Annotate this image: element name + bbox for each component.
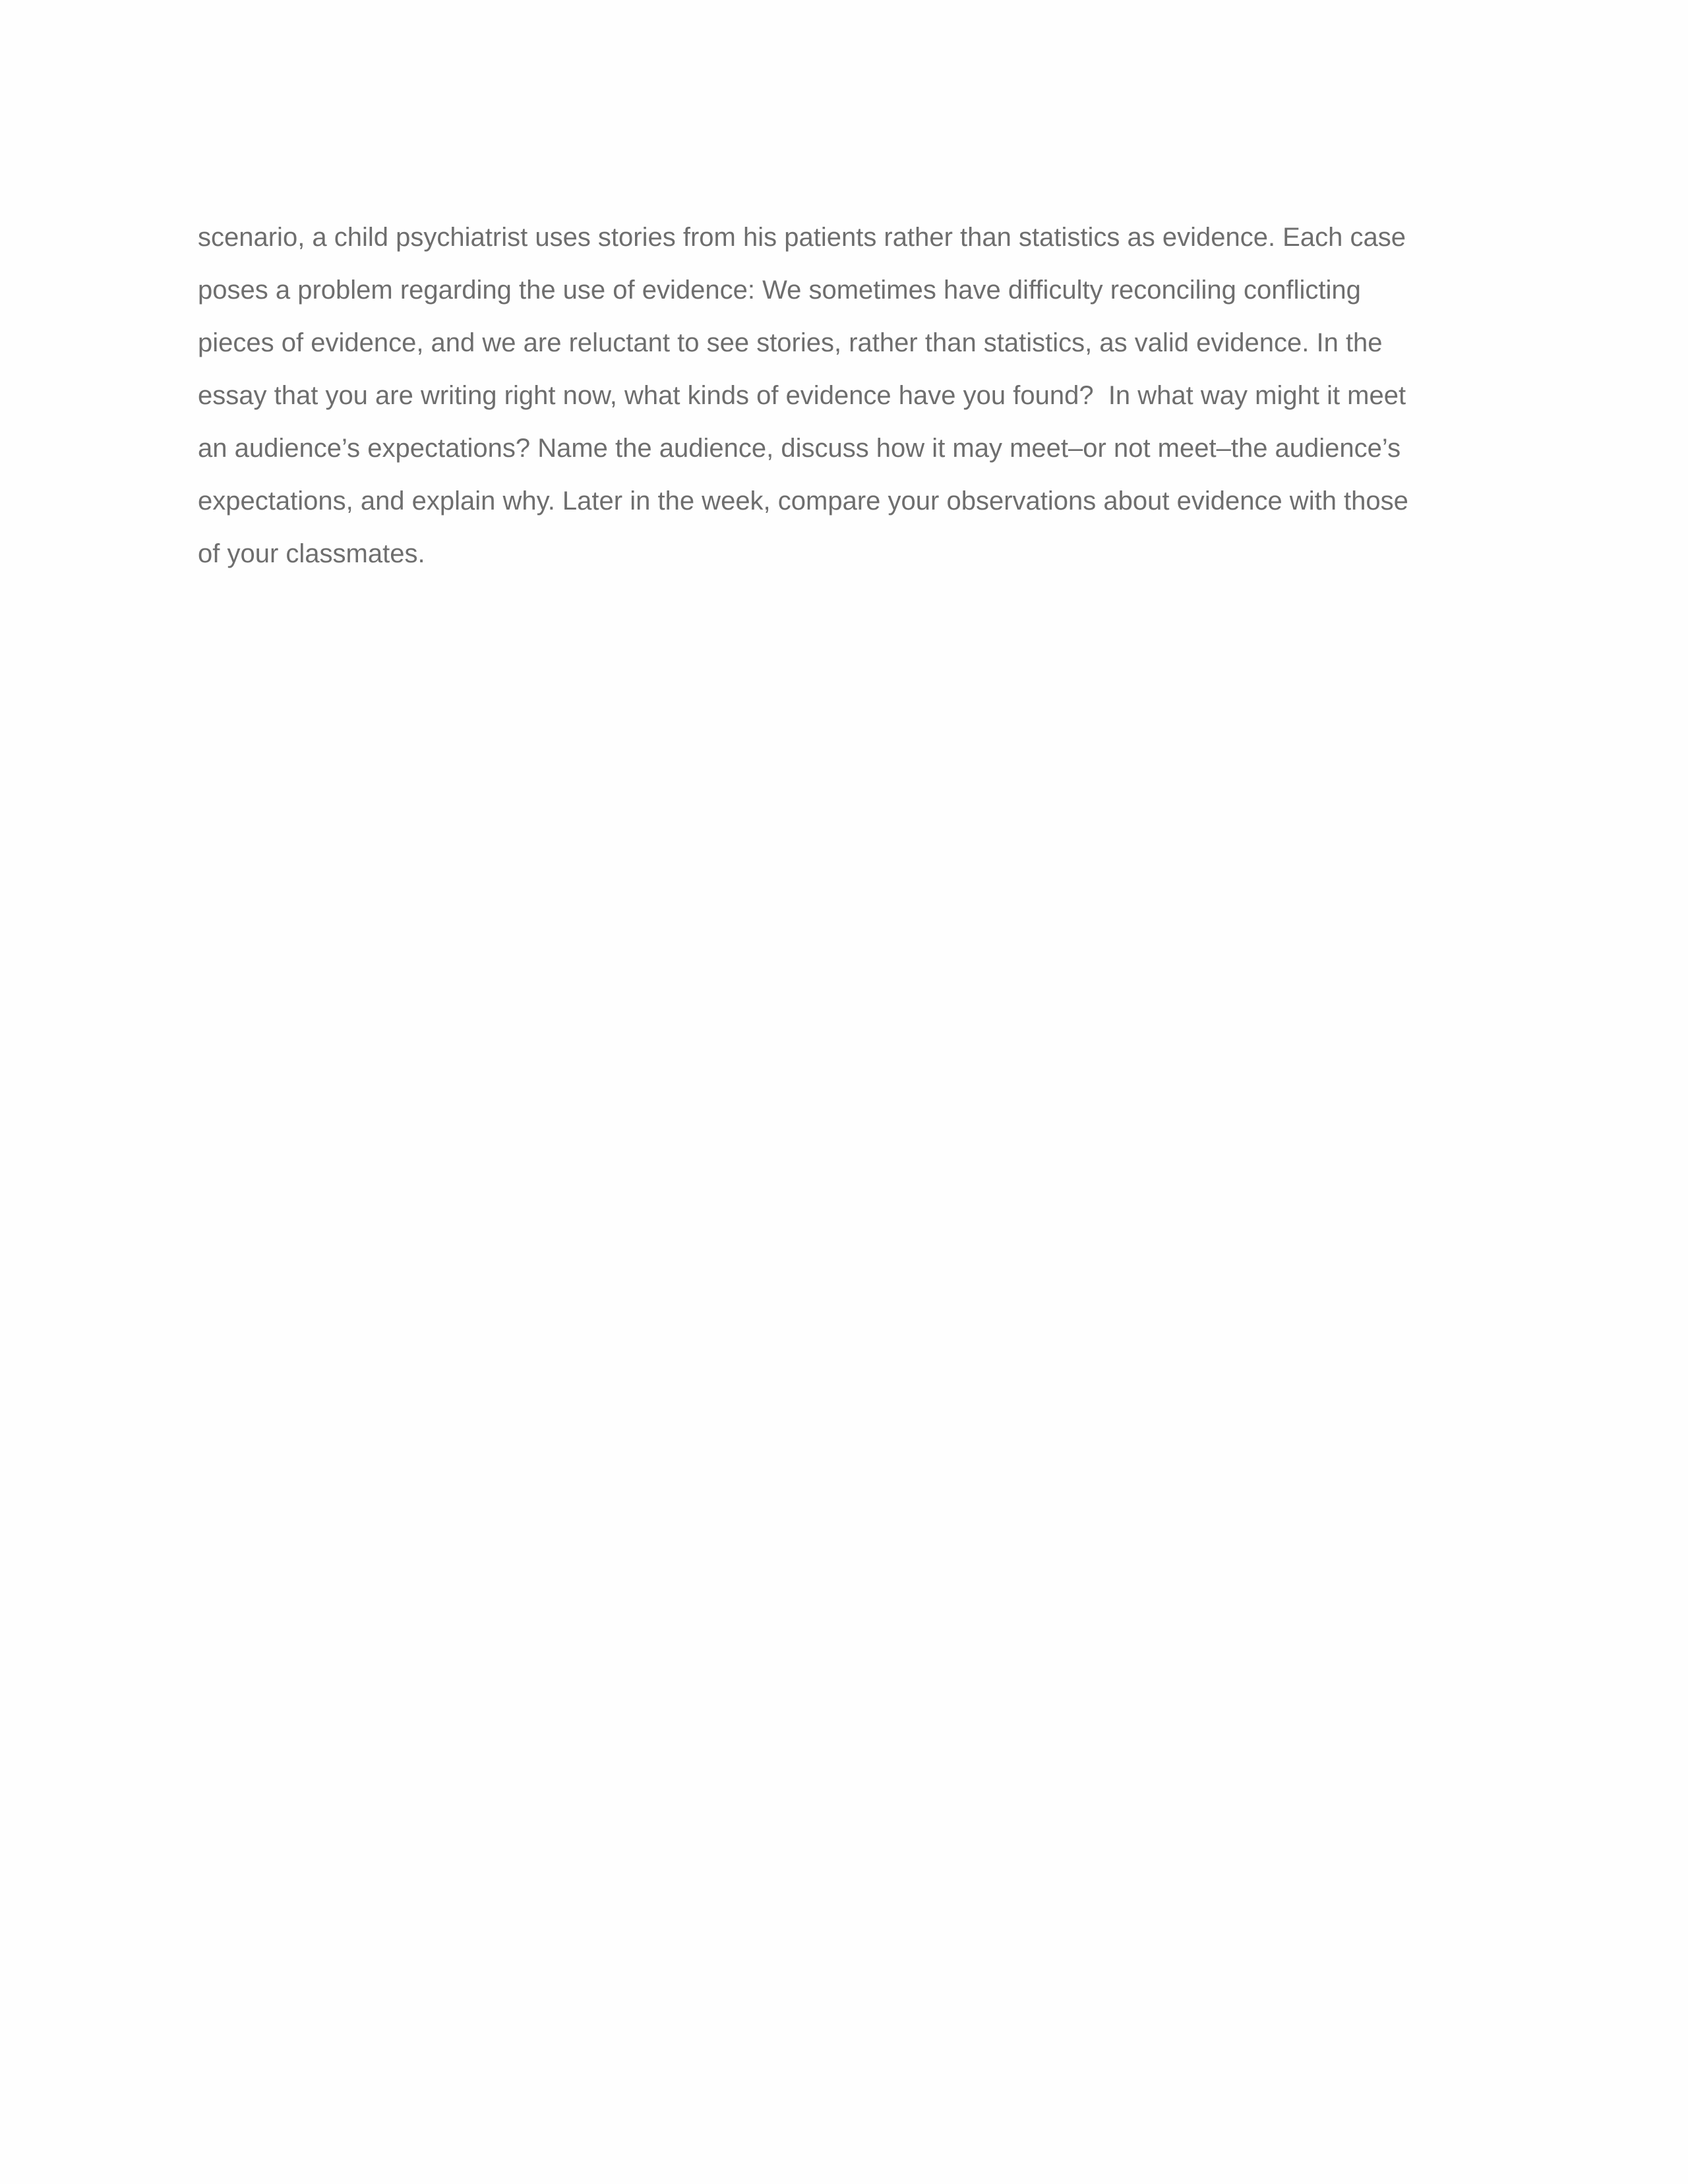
paragraph-line-3: pieces of evidence, and we are reluctant to see stories, rather than statistics, as valid evidence. In the <box>198 328 1383 357</box>
paragraph-line-4: essay that you are writing right now, what kinds of evidence have you found? In what way might it meet <box>198 381 1406 410</box>
paragraph-line-6: expectations, and explain why. Later in the week, compare your observations about evidence with those <box>198 487 1408 516</box>
paragraph-line-1: scenario, a child psychiatrist uses stories from his patients rather than statistics as evidence. Each case <box>198 223 1406 252</box>
paragraph-line-2: poses a problem regarding the use of evidence: We sometimes have difficulty reconciling conflicting <box>198 276 1361 305</box>
paragraph-line-7: of your classmates. <box>198 539 425 568</box>
paragraph-line-5: an audience’s expectations? Name the audience, discuss how it may meet–or not meet–the audience’s <box>198 434 1401 463</box>
body-paragraph <box>198 211 1490 580</box>
